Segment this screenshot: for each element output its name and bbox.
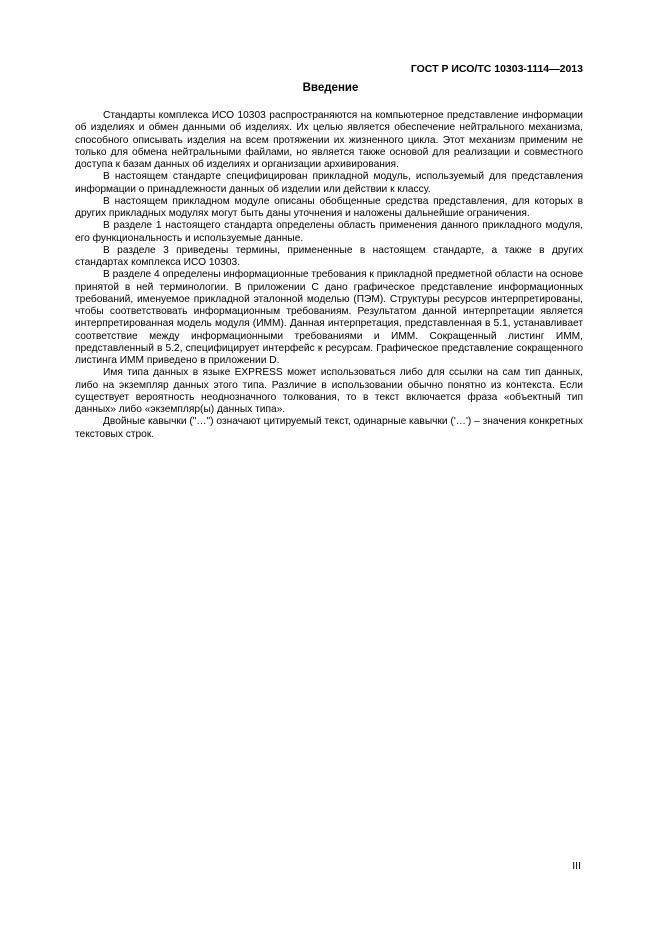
paragraph: В настоящем прикладном модуле описаны обобщенные средства представления, для которых в других прикладных модулях могут быть даны уточнения и наложены дальнейшие ограничения. bbox=[75, 195, 583, 219]
paragraph: В разделе 1 настоящего стандарта определены область применения данного прикладного модуля, его функциональность и используемые данные. bbox=[75, 220, 583, 244]
paragraph: Двойные кавычки ("…") означают цитируемый текст, одинарные кавычки ('…') – значения конкретных текстовых строк. bbox=[75, 416, 584, 440]
paragraph: В разделе 3 приведены термины, примененные в настоящем стандарте, а также в других стандартах комплекса ИСО 10303. bbox=[75, 244, 583, 268]
body-text bbox=[75, 110, 583, 441]
document-header-code: ГОСТ Р ИСО/ТС 10303-1114—2013 bbox=[410, 63, 583, 75]
paragraph: Стандарты комплекса ИСО 10303 распространяются на компьютерное представление информации об изделиях и обмен данными об изделиях. Их целью является обеспечение нейтрального механизма, способного описывать изделия на всем протяжении их жизненного цикла. Этот механизм применим не только для обмена нейтральными файлами, но является также основой для реализации и совместного доступа к базам данных об изделиях и организации архивирования. bbox=[75, 110, 583, 170]
paragraph: Имя типа данных в языке EXPRESS может использоваться либо для ссылки на сам тип данных, либо на экземпляр данных этого типа. Различие в использовании обычно понятно из контекста. Если существует вероятность неоднозначного толкования, то в текст включается фраза «объектный тип данных» либо «экземпляр(ы) данных типа». bbox=[75, 367, 583, 415]
section-title: Введение bbox=[302, 82, 359, 94]
paragraph: В разделе 4 определены информационные требования к прикладной предметной области на основе принятой в ней терминологии. В приложении С дано графическое представление информационных требований, именуемое прикладной эталонной моделью (ПЭМ). Структуры ресурсов интерпретированы, чтобы соответствовать информационным требованиям. Результатом данной интерпретации является интерпретированная модель модуля (ИММ). Данная интерпретация, представленная в 5.1, устанавливает соответствие между информационными требованиями и ИММ. Сокращенный листинг ИММ, представленный в 5.2, специфицирует интерфейс к ресурсам. Графическое представление сокращенного листинга ИММ приведено в приложении D. bbox=[75, 269, 583, 366]
paragraph: В настоящем стандарте специфицирован прикладной модуль, используемый для представления информации о принадлежности данных об изделии или действии к классу. bbox=[75, 171, 583, 195]
page-number: III bbox=[572, 860, 581, 872]
